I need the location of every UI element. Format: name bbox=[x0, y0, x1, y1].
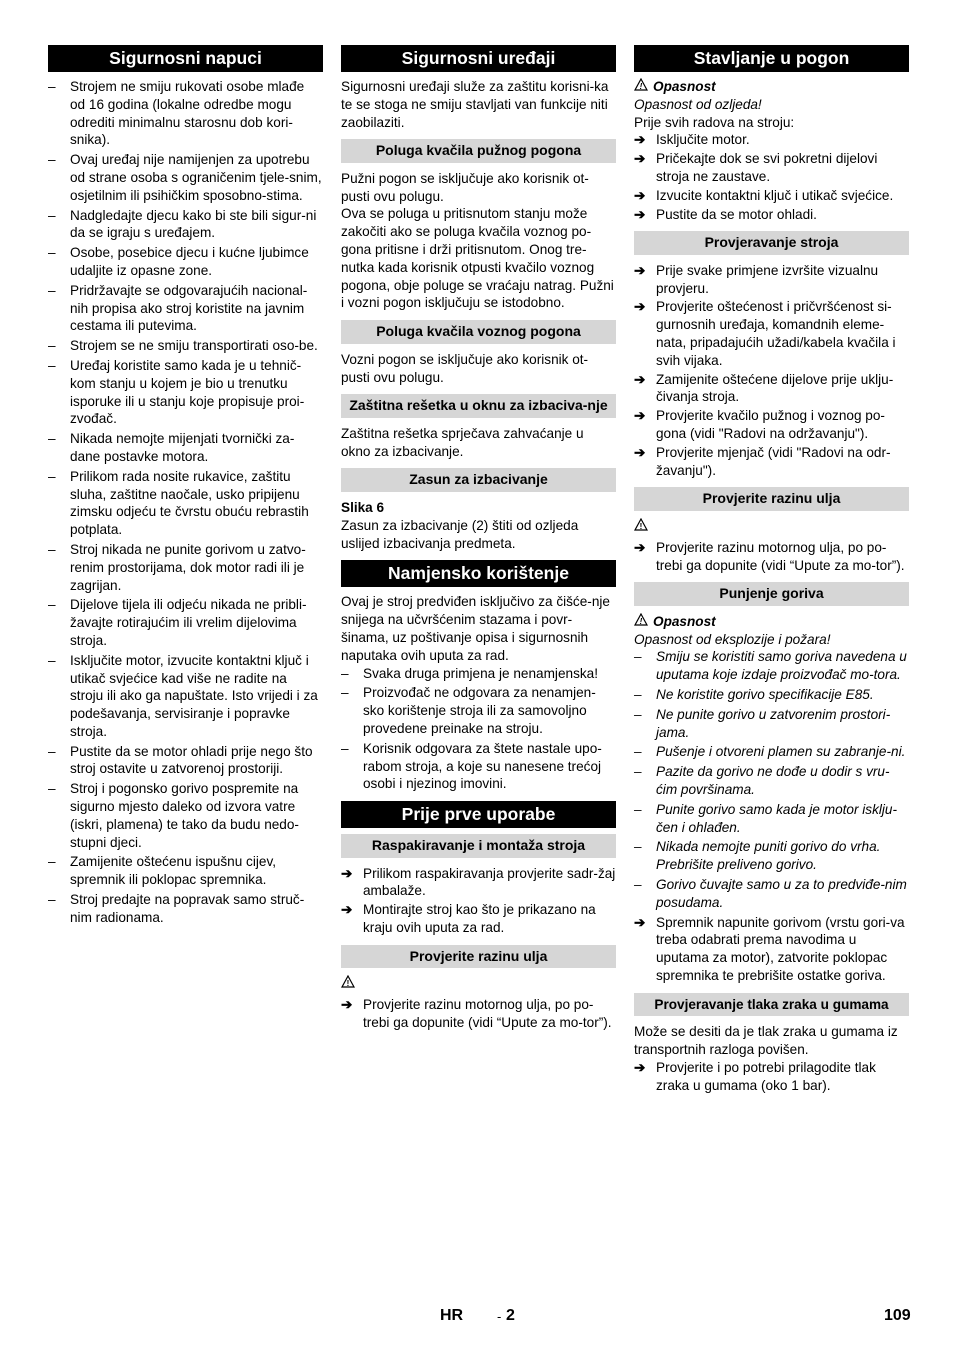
dash-bullet: – bbox=[48, 245, 56, 261]
list-item-text: Nadgledajte djecu kako bi ste bili sigur-ni da se igraju s uređajem. bbox=[70, 207, 317, 241]
dash-bullet: – bbox=[634, 649, 642, 665]
arrow-right-icon: ➔ bbox=[634, 262, 646, 278]
arrow-right-icon: ➔ bbox=[341, 865, 353, 881]
dash-bullet: – bbox=[48, 431, 56, 447]
arrow-right-icon: ➔ bbox=[634, 408, 646, 424]
dash-bullet: – bbox=[48, 338, 56, 354]
list-item bbox=[48, 244, 323, 280]
arrow-right-icon: ➔ bbox=[634, 914, 646, 930]
arrow-right-icon: ➔ bbox=[634, 206, 646, 222]
unpacking-list bbox=[341, 865, 616, 937]
arrow-right-icon: ➔ bbox=[634, 132, 646, 148]
list-item bbox=[48, 652, 323, 741]
list-item bbox=[341, 996, 616, 1032]
arrow-right-icon: ➔ bbox=[634, 371, 646, 387]
language-code: HR bbox=[440, 1307, 464, 1324]
dash-bullet: – bbox=[48, 892, 56, 908]
dash-bullet: – bbox=[48, 652, 56, 668]
dash-bullet: – bbox=[48, 541, 56, 557]
svg-text:!: ! bbox=[639, 521, 643, 531]
list-item-text: Pričekajte dok se svi pokretni dijelovi stroja ne zaustave. bbox=[656, 151, 878, 184]
list-item bbox=[48, 207, 323, 243]
list-item-text: Pridržavajte se odgovarajućih nacional-nih propisa ako stroj koristite na javnim cestama ili putevima. bbox=[70, 282, 308, 334]
list-item bbox=[341, 865, 616, 901]
list-item-text: Strojem ne smiju rukovati osobe mlađe od 16 godina (lokalne odredbe mogu odrediti minimalnu starosnu dob kori-snika). bbox=[70, 79, 305, 148]
subsection-refuelling: Punjenje goriva bbox=[634, 582, 909, 606]
section-title-safety-notes: Sigurnosni napuci bbox=[48, 45, 323, 72]
column-safety-notes bbox=[48, 45, 323, 929]
before-work-text: Prije svih radova na stroju: bbox=[634, 114, 795, 130]
list-item-text: Pušenje i otvoreni plamen su zabranje-ni. bbox=[656, 744, 906, 760]
warning-icon bbox=[634, 518, 909, 536]
dash-bullet: – bbox=[48, 79, 56, 94]
list-item-text: Provjerite razinu motornog ulja, po po-trebi ga dopunite (vidi “Upute za mo-tor”). bbox=[363, 997, 612, 1030]
list-item-text: Punite gorivo samo kada je motor isklju-čen i ohlađen. bbox=[656, 801, 898, 835]
list-item bbox=[48, 853, 323, 889]
list-item bbox=[634, 914, 909, 985]
list-item-text: Korisnik odgovara za štete nastale upo-rabom stroja, a koje su nanesene trećoj osobi i njezinog imovini. bbox=[363, 740, 602, 792]
list-item-text: Spremnik napunite gorivom (vrstu gori-va treba odabrati prema navodima u uputama za motor), zatvorite poklopac spremnika te prebrišite ostatke goriva. bbox=[656, 914, 905, 983]
svg-text:!: ! bbox=[346, 979, 350, 989]
list-item-text: Prije svake primjene izvršite vizualnu provjeru. bbox=[656, 262, 879, 296]
list-item-text: Isključite motor, izvucite kontaktni ključ i utikač svjećice kad više ne radite na stroju ili ako ga napuštate. Isto vrijedi i za podešavanja, servisiranje i popravke stroja. bbox=[70, 652, 318, 739]
dash-bullet: – bbox=[48, 781, 56, 797]
dash-bullet: – bbox=[48, 152, 56, 168]
list-item bbox=[634, 298, 909, 369]
arrow-right-icon: ➔ bbox=[634, 299, 646, 315]
list-item bbox=[634, 763, 909, 799]
list-item bbox=[48, 541, 323, 594]
dash-bullet: – bbox=[634, 764, 642, 780]
list-item bbox=[341, 684, 616, 737]
arrow-right-icon: ➔ bbox=[341, 902, 353, 918]
page-number: 109 bbox=[884, 1307, 911, 1324]
dash-bullet: – bbox=[634, 876, 642, 892]
list-item-text: Provjerite oštećenost i pričvršćenost si-gurnosnih uređaja, komandnih eleme-nata, pripadajućih užadi/kabela kvačila i svih vijaka. bbox=[656, 299, 896, 368]
section-title-start-up: Stavljanje u pogon bbox=[634, 45, 909, 72]
arrow-right-icon: ➔ bbox=[341, 997, 353, 1013]
list-item bbox=[634, 407, 909, 443]
list-item bbox=[634, 706, 909, 742]
dash-bullet: – bbox=[48, 357, 56, 373]
list-item-text: Ne koristite gorivo specifikacije E85. bbox=[656, 687, 874, 703]
subsection-check-machine: Provjeravanje stroja bbox=[634, 231, 909, 255]
list-item-text: Zamijenite oštećenu ispušnu cijev, spremnik ili poklopac spremnika. bbox=[70, 854, 277, 888]
list-item bbox=[634, 838, 909, 874]
dash-bullet: – bbox=[48, 597, 56, 613]
arrow-right-icon: ➔ bbox=[634, 1059, 646, 1075]
subsection-unpacking: Raspakiravanje i montaža stroja bbox=[341, 834, 616, 858]
tyre-pressure-text: Može se desiti da je tlak zraka u gumama iz transportnih razloga povišen. bbox=[634, 1024, 898, 1058]
list-item-text: Nikada nemojte mijenjati tvornički za-dane postavke motora. bbox=[70, 431, 295, 464]
list-item-text: Provjerite kvačilo pužnog i voznog po-gona (vidi "Radovi na održavanju"). bbox=[656, 408, 885, 442]
list-item bbox=[634, 876, 909, 912]
list-item bbox=[48, 357, 323, 428]
list-item-text: Strojem se ne smiju transportirati oso-be. bbox=[70, 338, 318, 354]
list-item bbox=[48, 468, 323, 539]
list-item bbox=[634, 444, 909, 480]
list-item bbox=[634, 371, 909, 407]
dash-bullet: – bbox=[48, 854, 56, 870]
check-oil-list-2 bbox=[634, 539, 909, 575]
list-item bbox=[341, 665, 616, 683]
list-item-text: Stroj nikada ne punite gorivom u zatvo-renim prostorijama, dok motor radi ili je zagrijan. bbox=[70, 541, 306, 593]
svg-text:!: ! bbox=[639, 616, 643, 626]
list-item bbox=[48, 743, 323, 779]
drive-clutch-text: Vozni pogon se isključuje ako korisnik ot-pusti ovu polugu. bbox=[341, 351, 589, 385]
list-item bbox=[634, 1059, 909, 1095]
list-item-text: Nikada nemojte puniti gorivo do vrha. Prebrišite preliveno gorivo. bbox=[656, 839, 881, 873]
safety-devices-intro: Sigurnosni uređaji služe za zaštitu korisni-ka te se stoga ne smiju stavljati van funkcije niti zaobilaziti. bbox=[341, 79, 609, 130]
list-item-text: Provjerite razinu motornog ulja, po po-trebi ga dopunite (vidi “Upute za mo-tor”). bbox=[656, 539, 905, 573]
chute-guard-text: Zaštitna rešetka sprječava zahvaćanje u okno za izbacivanje. bbox=[341, 425, 584, 459]
refuelling-list bbox=[634, 914, 909, 985]
dash-bullet: – bbox=[48, 743, 56, 759]
danger-text-2: Opasnost od eksplozije i požara! bbox=[634, 631, 831, 647]
list-item bbox=[634, 187, 909, 205]
dash-bullet: – bbox=[48, 468, 56, 484]
dash-bullet: – bbox=[634, 801, 642, 817]
check-oil-list-1 bbox=[341, 996, 616, 1032]
intended-use-list bbox=[341, 665, 616, 794]
list-item-text: Prilikom rada nosite rukavice, zaštitu sluha, zaštitne naočale, usko pripijenu zimsku odjeću te čvrstu obuću rebrastih potplata. bbox=[70, 468, 309, 538]
column-start-up bbox=[634, 45, 909, 1095]
arrow-right-icon: ➔ bbox=[634, 187, 646, 203]
list-item bbox=[48, 596, 323, 649]
danger-label-2: ! Opasnost bbox=[634, 613, 909, 631]
dash-bullet: – bbox=[634, 839, 642, 855]
safety-notes-list bbox=[48, 78, 323, 927]
list-item bbox=[634, 262, 909, 298]
list-item-text: Stroj i pogonsko gorivo pospremite na sigurno mjesto daleko od izvora vatre (iskri, plamena) te tako da budu nedo-stupni djeci. bbox=[70, 781, 299, 850]
list-item-text: Uređaj koristite samo kada je u tehnič-kom stanju u kojem je bio u trenutku isporuke ili u stanju koje propisuje proi-zvođač. bbox=[70, 357, 305, 427]
list-item bbox=[48, 780, 323, 851]
dash-bullet: – bbox=[341, 665, 349, 681]
footer-separator: - bbox=[497, 1309, 502, 1324]
column-safety-devices bbox=[341, 45, 616, 1033]
list-item-text: Prilikom raspakiravanja provjerite sadr-žaj ambalaže. bbox=[363, 865, 616, 899]
arrow-right-icon: ➔ bbox=[634, 151, 646, 167]
list-item-text: Isključite motor. bbox=[656, 132, 750, 148]
svg-text:!: ! bbox=[639, 82, 643, 91]
list-item bbox=[634, 539, 909, 575]
subsection-chute-guard: Zaštitna rešetka u oknu za izbaciva-nje bbox=[341, 394, 616, 418]
intended-use-intro: Ovaj je stroj predviđen isključivo za čišće-nje snijega na učvršćenim stazama i povr-šinama, uz poštivanje opisa i sigurnosnih naputaka ovih uputa za rad. bbox=[341, 594, 610, 663]
section-title-safety-devices: Sigurnosni uređaji bbox=[341, 45, 616, 72]
dash-bullet: – bbox=[341, 685, 349, 701]
chute-deflector-text: Zasun za izbacivanje (2) štiti od ozljeda uslijed izbacivanja predmeta. bbox=[341, 517, 579, 551]
list-item bbox=[48, 891, 323, 927]
arrow-right-icon: ➔ bbox=[634, 444, 646, 460]
list-item-text: Smiju se koristiti samo goriva navedena u uputama koje izdaje proizvođač mo-tora. bbox=[656, 649, 907, 683]
list-item-text: Provjerite mjenjač (vidi "Radovi na odr-žavanju"). bbox=[656, 444, 891, 478]
list-item bbox=[341, 901, 616, 937]
list-item bbox=[634, 131, 909, 149]
subsection-drive-clutch-lever: Poluga kvačila voznog pogona bbox=[341, 320, 616, 344]
subsection-check-oil-2: Provjerite razinu ulja bbox=[634, 487, 909, 511]
list-item-text: Ne punite gorivo u zatvorenim prostori-jama. bbox=[656, 706, 891, 740]
list-item bbox=[341, 740, 616, 793]
list-item bbox=[634, 206, 909, 224]
list-item-text: Gorivo čuvajte samo u za to predviđe-nim posudama. bbox=[656, 876, 907, 910]
list-item bbox=[634, 743, 909, 761]
dash-bullet: – bbox=[634, 744, 642, 760]
list-item-text: Pustite da se motor ohladi prije nego što stroj ostavite u zatvorenoj prostoriji. bbox=[70, 743, 313, 777]
danger-label-1: ! Opasnost bbox=[634, 78, 909, 96]
warning-icon bbox=[341, 975, 616, 993]
tyre-pressure-list bbox=[634, 1059, 909, 1095]
list-item-text: Stroj predajte na popravak samo struč-nim radionama. bbox=[70, 892, 305, 925]
dash-bullet: – bbox=[48, 282, 56, 298]
section-title-intended-use: Namjensko korištenje bbox=[341, 560, 616, 587]
list-item bbox=[634, 150, 909, 186]
warning-icon bbox=[634, 613, 648, 631]
dash-bullet: – bbox=[341, 740, 349, 756]
auger-clutch-text: Pužni pogon se isključuje ako korisnik ot-pusti ovu polugu. Ova se poluga u pritisnutom stanju može zakočiti ako se poluga kvačila voznog po-gona pritisne i drži pritisnutom. Onog tre-nutka kada korisnik otpusti kvačilo voznog pogona, obje poluge se vraćaju natrag. Pužni i vozni pogon isključuju se istodobno. bbox=[341, 170, 614, 311]
list-item-text: Osobe, posebice djecu i kućne ljubimce udaljite iz opasne zone. bbox=[70, 245, 309, 278]
check-machine-list bbox=[634, 262, 909, 480]
section-title-before-first-use: Prije prve uporabe bbox=[341, 801, 616, 828]
subsection-chute-deflector: Zasun za izbacivanje bbox=[341, 468, 616, 492]
list-item-text: Pustite da se motor ohladi. bbox=[656, 206, 817, 222]
subsection-tyre-pressure: Provjeravanje tlaka zraka u gumama bbox=[634, 993, 909, 1017]
list-item bbox=[48, 151, 323, 204]
subsection-check-oil-1: Provjerite razinu ulja bbox=[341, 945, 616, 969]
figure-reference: Slika 6 bbox=[341, 499, 385, 515]
dash-bullet: – bbox=[48, 207, 56, 223]
list-item-text: Pazite da gorivo ne dođe u dodir s vru-ćim površinama. bbox=[656, 764, 890, 797]
danger-text-1: Opasnost od ozljeda! bbox=[634, 96, 762, 112]
section-page: 2 bbox=[506, 1307, 515, 1324]
list-item-text: Provjerite i po potrebi prilagodite tlak zraka u gumama (oko 1 bar). bbox=[656, 1059, 876, 1093]
refuelling-warnings-list bbox=[634, 648, 909, 911]
dash-bullet: – bbox=[634, 687, 642, 703]
warning-icon bbox=[634, 78, 648, 96]
list-item bbox=[634, 801, 909, 837]
arrow-right-icon: ➔ bbox=[634, 539, 646, 555]
list-item bbox=[48, 282, 323, 335]
list-item-text: Zamijenite oštećene dijelove prije uklju-čivanja stroja. bbox=[656, 371, 894, 405]
list-item bbox=[48, 337, 323, 355]
list-item-text: Svaka druga primjena je nenamjenska! bbox=[363, 665, 599, 681]
before-work-list bbox=[634, 131, 909, 223]
list-item-text: Izvucite kontaktni ključ i utikač svjećice. bbox=[656, 187, 894, 203]
list-item bbox=[634, 686, 909, 704]
dash-bullet: – bbox=[634, 706, 642, 722]
list-item bbox=[48, 78, 323, 149]
list-item bbox=[48, 430, 323, 466]
list-item-text: Montirajte stroj kao što je prikazano na kraju ovih uputa za rad. bbox=[363, 902, 596, 935]
subsection-auger-clutch-lever: Poluga kvačila pužnog pogona bbox=[341, 139, 616, 163]
list-item-text: Dijelove tijela ili odjeću nikada ne pribli-žavajte rotirajućim ili vrelim dijelovima stroja. bbox=[70, 597, 307, 648]
list-item-text: Proizvođač ne odgovara za nenamjen-sko korištenje stroja ili za samovoljno provedene preinake na stroju. bbox=[363, 685, 596, 736]
list-item bbox=[634, 648, 909, 684]
list-item-text: Ovaj uređaj nije namijenjen za upotrebu od strane osoba s ograničenim tjele-snim, osjetilnim ili psihičkim sposobno-stima. bbox=[70, 152, 322, 203]
